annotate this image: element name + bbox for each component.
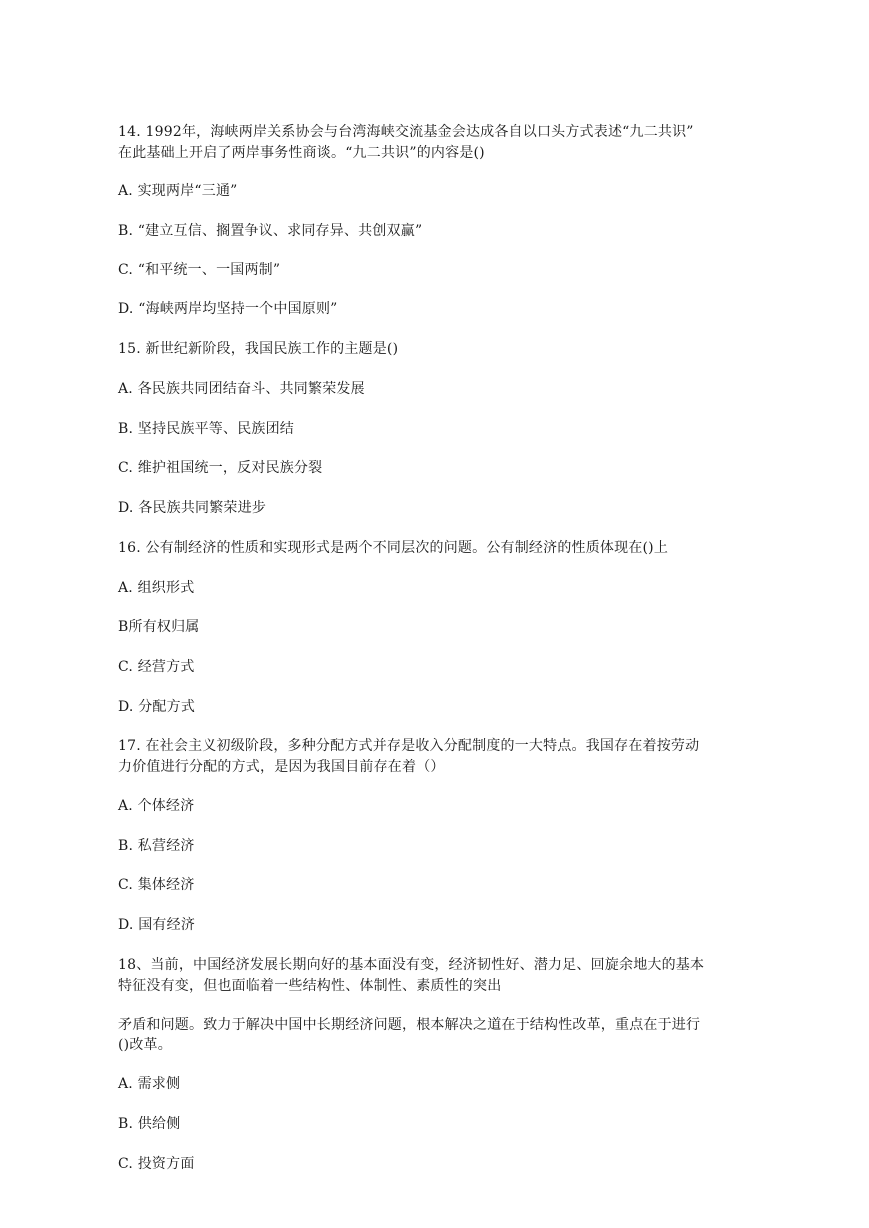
question-17-option-a: A. 个体经济 — [118, 798, 195, 814]
question-14-option-d: D. “海峡两岸均坚持一个中国原则” — [118, 301, 338, 317]
question-15-option-b: B. 坚持民族平等、民族团结 — [118, 421, 294, 437]
question-18-stem-line-1: 18、当前，中国经济发展长期向好的基本面没有变，经济韧性好、潜力足、回旋余地大的基本 — [118, 957, 705, 973]
question-17-stem-line-1: 17. 在社会主义初级阶段，多种分配方式并存是收入分配制度的一大特点。我国存在着按劳动 — [118, 738, 700, 754]
question-18-option-c: C. 投资方面 — [118, 1156, 195, 1172]
question-15-option-c: C. 维护祖国统一，反对民族分裂 — [118, 460, 323, 476]
question-18-option-b: B. 供给侧 — [118, 1116, 181, 1132]
question-16-option-a: A. 组织形式 — [118, 580, 195, 596]
question-18-stem-line-2: 特征没有变，但也面临着一些结构性、体制性、素质性的突出 — [118, 978, 502, 994]
question-14-stem-line-2: 在此基础上开启了两岸事务性商谈。“九二共识”的内容是() — [118, 145, 485, 161]
question-14-option-a: A. 实现两岸“三通” — [118, 183, 238, 199]
question-17-option-d: D. 国有经济 — [118, 917, 196, 933]
question-14-option-b: B. “建立互信、搁置争议、求同存异、共创双赢” — [118, 223, 423, 239]
question-16-option-d: D. 分配方式 — [118, 699, 196, 715]
question-15-option-a: A. 各民族共同团结奋斗、共同繁荣发展 — [118, 381, 365, 397]
question-17-option-b: B. 私营经济 — [118, 838, 195, 854]
question-15-option-d: D. 各民族共同繁荣进步 — [118, 500, 267, 516]
question-18-stem-line-4: ()改革。 — [118, 1037, 172, 1053]
question-14-option-c: C. “和平统一、一国两制” — [118, 262, 281, 278]
question-15-stem: 15. 新世纪新阶段，我国民族工作的主题是() — [118, 341, 399, 357]
question-16-stem: 16. 公有制经济的性质和实现形式是两个不同层次的问题。公有制经济的性质体现在()上 — [118, 540, 669, 556]
question-17-stem-line-2: 力价值进行分配的方式，是因为我国目前存在着（） — [118, 759, 445, 775]
question-18-stem-line-3: 矛盾和问题。致力于解决中国中长期经济问题，根本解决之道在于结构性改革，重点在于进行 — [118, 1017, 701, 1033]
question-17-option-c: C. 集体经济 — [118, 877, 195, 893]
question-16-option-c: C. 经营方式 — [118, 659, 195, 675]
question-14-stem-line-1: 14. 1992年，海峡两岸关系协会与台湾海峡交流基金会达成各自以口头方式表述“九二共识” — [118, 124, 694, 140]
question-16-option-b: B所有权归属 — [118, 619, 200, 635]
question-18-option-a: A. 需求侧 — [118, 1076, 181, 1092]
